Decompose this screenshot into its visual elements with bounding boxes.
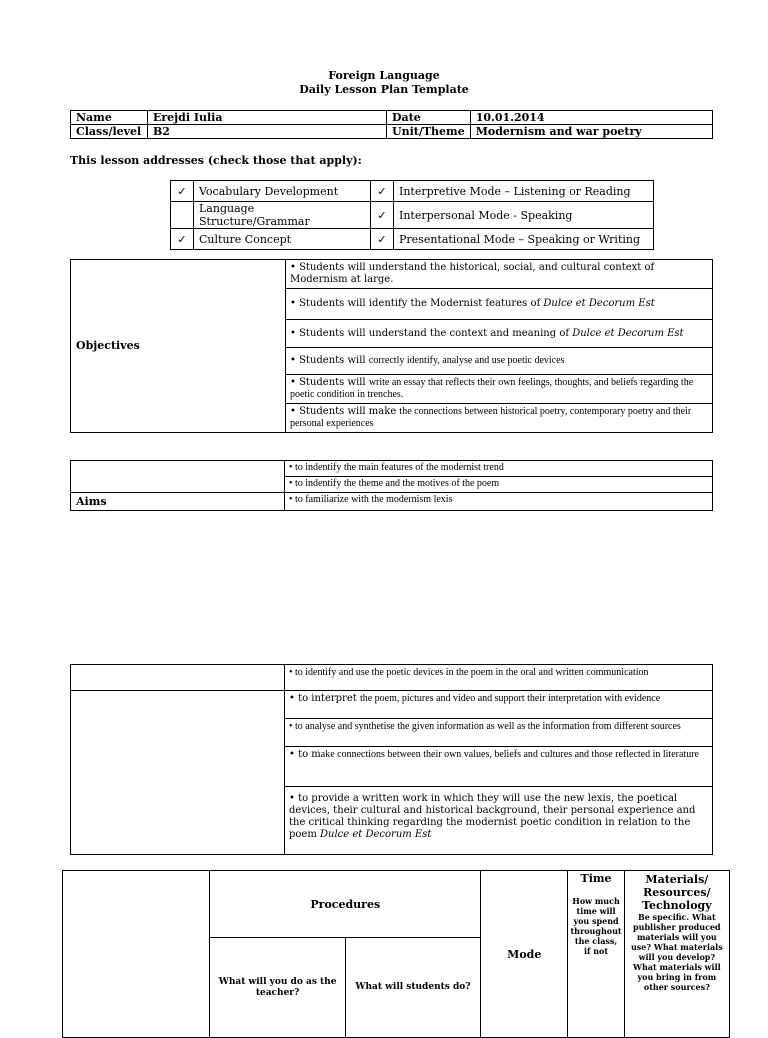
time-note: How much time will you spend throughout the class, if not xyxy=(570,896,622,956)
materials-note: Be specific. What publisher produced materials will you use? What materials will you develop? What materials will you bring in from other sources? xyxy=(630,912,723,992)
objective-detail: write an essay that reflects their own feelings, thoughts, and beliefs regarding the poetic condition in trenches. xyxy=(290,377,694,400)
objectives-table xyxy=(70,259,713,433)
address-item: Language Structure/Grammar xyxy=(194,202,371,229)
skills-label-cell xyxy=(71,691,285,855)
check-icon: ✓ xyxy=(371,229,394,250)
aim-item: • to familiarize with the modernism lexis xyxy=(285,493,713,511)
students-label: What will students do? xyxy=(345,938,480,1038)
objective-text: • Students will xyxy=(290,355,369,366)
objective-item xyxy=(286,260,713,289)
unit-value: Modernism and war poetry xyxy=(470,125,712,139)
objective-item xyxy=(286,375,713,404)
skill-lead: • to interpret xyxy=(289,693,360,704)
aims-label-spacer xyxy=(71,461,285,493)
objectives-label: Objectives xyxy=(71,260,286,433)
name-label: Name xyxy=(71,111,148,125)
check-icon: ✓ xyxy=(171,229,194,250)
skill-item: • to identify and use the poetic devices in the poem in the oral and written communication xyxy=(285,665,713,691)
address-item: Culture Concept xyxy=(194,229,371,250)
aim-item: • to indentify the main features of the modernist trend xyxy=(285,461,713,477)
procedures-blank-cell xyxy=(63,871,210,1038)
objective-text: • Students will xyxy=(290,377,369,388)
address-item: Presentational Mode – Speaking or Writing xyxy=(394,229,654,250)
procedures-table xyxy=(62,870,730,1038)
date-value: 10.01.2014 xyxy=(470,111,712,125)
poem-title: Dulce et Decorum Est xyxy=(543,298,655,309)
empty-check-cell xyxy=(171,202,194,229)
poem-title: Dulce et Decorum Est xyxy=(572,327,684,339)
mode-label: Mode xyxy=(481,871,568,1038)
aim-item: • to indentify the theme and the motives of the poem xyxy=(285,477,713,493)
teacher-label: What will you do as the teacher? xyxy=(210,938,345,1038)
skill-item: • to analyse and synthetise the given information as well as the information from different sources xyxy=(285,719,713,747)
materials-column xyxy=(624,871,729,1038)
time-column xyxy=(568,871,624,1038)
objective-text: • Students will understand the historical, social, and cultural context of Modernism at large. xyxy=(290,262,655,285)
check-icon: ✓ xyxy=(171,181,194,202)
skill-item xyxy=(285,747,713,787)
class-label: Class/level xyxy=(71,125,148,139)
skill-detail: the poem, pictures and video and support their interpretation with evidence xyxy=(359,693,661,704)
check-icon: ✓ xyxy=(371,181,394,202)
aims-label: Aims xyxy=(71,493,285,511)
materials-label: Materials/ Resources/ Technology xyxy=(642,873,712,912)
skills-label-cell xyxy=(71,665,285,691)
skill-item xyxy=(285,787,713,855)
address-item: Vocabulary Development xyxy=(194,181,371,202)
skills-table xyxy=(70,664,713,855)
address-item: Interpretive Mode – Listening or Reading xyxy=(394,181,654,202)
objective-item xyxy=(286,404,713,433)
document-title-line2: Daily Lesson Plan Template xyxy=(299,83,469,96)
addresses-table xyxy=(170,180,654,250)
skill-item xyxy=(285,691,713,719)
info-table xyxy=(70,110,713,139)
addresses-heading: This lesson addresses (check those that apply): xyxy=(70,154,362,167)
objective-text: • Students will identify the Modernist features of xyxy=(290,298,544,309)
objective-text: • Students will understand the context and meaning of xyxy=(290,327,573,339)
unit-label: Unit/Theme xyxy=(387,125,471,139)
skill-detail: ake connections between their own values, beliefs and cultures and those reflected in literature xyxy=(320,749,699,760)
document-title-line1: Foreign Language xyxy=(328,69,440,82)
objective-detail: the connections between historical poetry, contemporary poetry and their personal experiences xyxy=(290,406,692,429)
aims-table xyxy=(70,460,713,511)
skill-lead: • to provide a written work in which they will use the new lexis, the poetical devices, their cultural and historical background, their personal experience and the critical thinking regarding the modernist poetic condition in relation to the poem xyxy=(289,793,696,840)
class-value: B2 xyxy=(148,125,387,139)
poem-title: Dulce et Decorum Est xyxy=(320,829,432,840)
time-label: Time xyxy=(580,872,612,885)
skill-lead: • to m xyxy=(289,749,321,760)
check-icon: ✓ xyxy=(371,202,394,229)
objective-detail: correctly identify, analyse and use poetic devices xyxy=(368,355,565,366)
procedures-label: Procedures xyxy=(210,871,481,938)
name-value: Erejdi Iulia xyxy=(148,111,387,125)
objective-item xyxy=(286,348,713,375)
date-label: Date xyxy=(387,111,471,125)
objective-item xyxy=(286,320,713,348)
objective-text: • Students will make xyxy=(290,406,400,417)
objective-item xyxy=(286,289,713,320)
address-item: Interpersonal Mode - Speaking xyxy=(394,202,654,229)
